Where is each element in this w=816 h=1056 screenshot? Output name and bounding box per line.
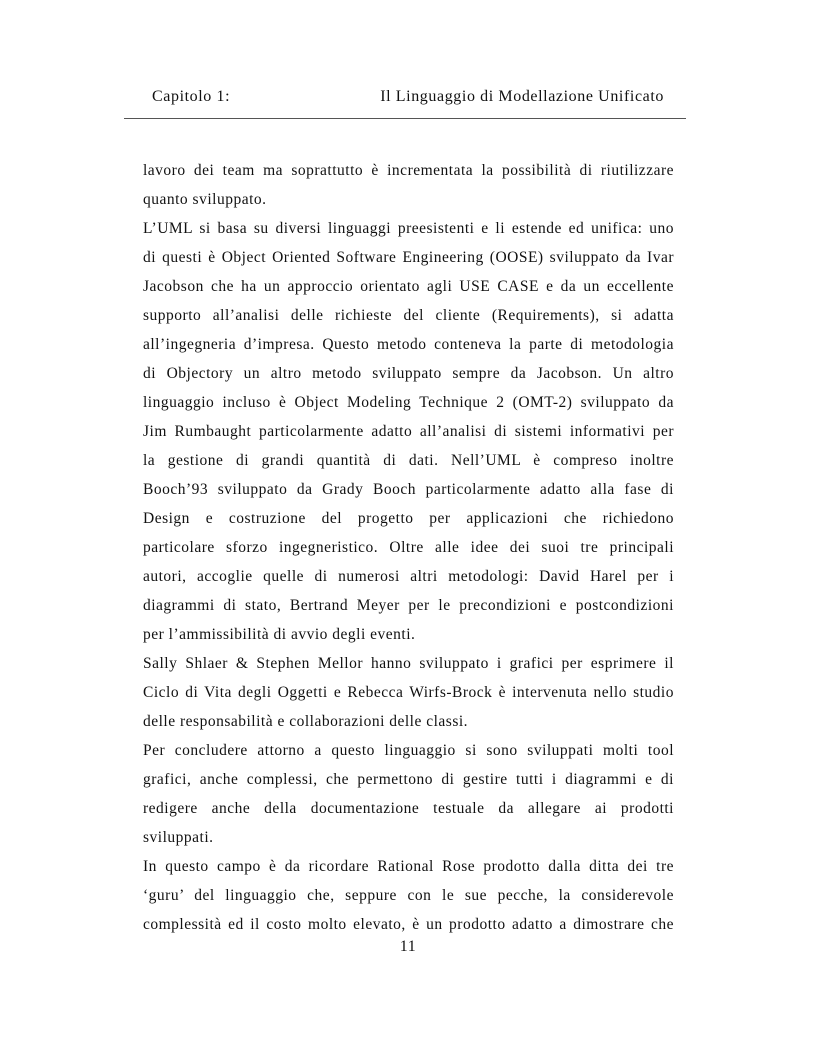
text-line: L’UML si basa su diversi linguaggi preesistenti e li estende ed unifica: uno	[143, 220, 674, 237]
text-line: Per concludere attorno a questo linguaggio si sono sviluppati molti tool	[143, 742, 674, 759]
text-line: Booch’93 sviluppato da Grady Booch particolarmente adatto alla fase di	[143, 481, 674, 498]
text-line: ‘guru’ del linguaggio che, seppure con le sue pecche, la considerevole	[143, 887, 674, 904]
text-line: particolare sforzo ingegneristico. Oltre alle idee dei suoi tre principali	[143, 539, 674, 556]
text-line: quanto sviluppato.	[143, 191, 267, 208]
text-line: lavoro dei team ma soprattutto è incrementata la possibilità di riutilizzare	[143, 162, 674, 179]
text-line: di questi è Object Oriented Software Engineering (OOSE) sviluppato da Ivar	[143, 249, 674, 266]
text-line: Jacobson che ha un approccio orientato agli USE CASE e da un eccellente	[143, 278, 674, 295]
text-line: linguaggio incluso è Object Modeling Technique 2 (OMT-2) sviluppato da	[143, 394, 674, 411]
text-line: autori, accoglie quelle di numerosi altri metodologi: David Harel per i	[143, 568, 674, 585]
header-divider	[124, 118, 686, 119]
text-line: la gestione di grandi quantità di dati. Nell’UML è compreso inoltre	[143, 452, 674, 469]
text-line: complessità ed il costo molto elevato, è un prodotto adatto a dimostrare che	[143, 916, 674, 933]
text-line: per l’ammissibilità di avvio degli eventi.	[143, 626, 416, 643]
text-line: Jim Rumbaught particolarmente adatto all’analisi di sistemi informativi per	[143, 423, 674, 440]
text-line: delle responsabilità e collaborazioni delle classi.	[143, 713, 469, 730]
text-line: Sally Shlaer & Stephen Mellor hanno sviluppato i grafici per esprimere il	[143, 655, 674, 672]
text-line: supporto all’analisi delle richieste del cliente (Requirements), si adatta	[143, 307, 674, 324]
body-text	[143, 156, 674, 939]
text-line: all’ingegneria d’impresa. Questo metodo conteneva la parte di metodologia	[143, 336, 674, 353]
text-line: diagrammi di stato, Bertrand Meyer per le precondizioni e postcondizioni	[143, 597, 674, 614]
text-line: di Objectory un altro metodo sviluppato sempre da Jacobson. Un altro	[143, 365, 674, 382]
chapter-title: Il Linguaggio di Modellazione Unificato	[380, 88, 664, 105]
chapter-label: Capitolo 1:	[152, 88, 231, 105]
page-header	[152, 88, 664, 112]
text-line: Ciclo di Vita degli Oggetti e Rebecca Wirfs-Brock è intervenuta nello studio	[143, 684, 674, 701]
text-line: In questo campo è da ricordare Rational Rose prodotto dalla ditta dei tre	[143, 858, 674, 875]
text-line: Design e costruzione del progetto per applicazioni che richiedono	[143, 510, 674, 527]
text-line: grafici, anche complessi, che permettono di gestire tutti i diagrammi e di	[143, 771, 674, 788]
text-line: redigere anche della documentazione testuale da allegare ai prodotti	[143, 800, 674, 817]
page-number: 11	[399, 938, 417, 955]
text-line: sviluppati.	[143, 829, 214, 846]
